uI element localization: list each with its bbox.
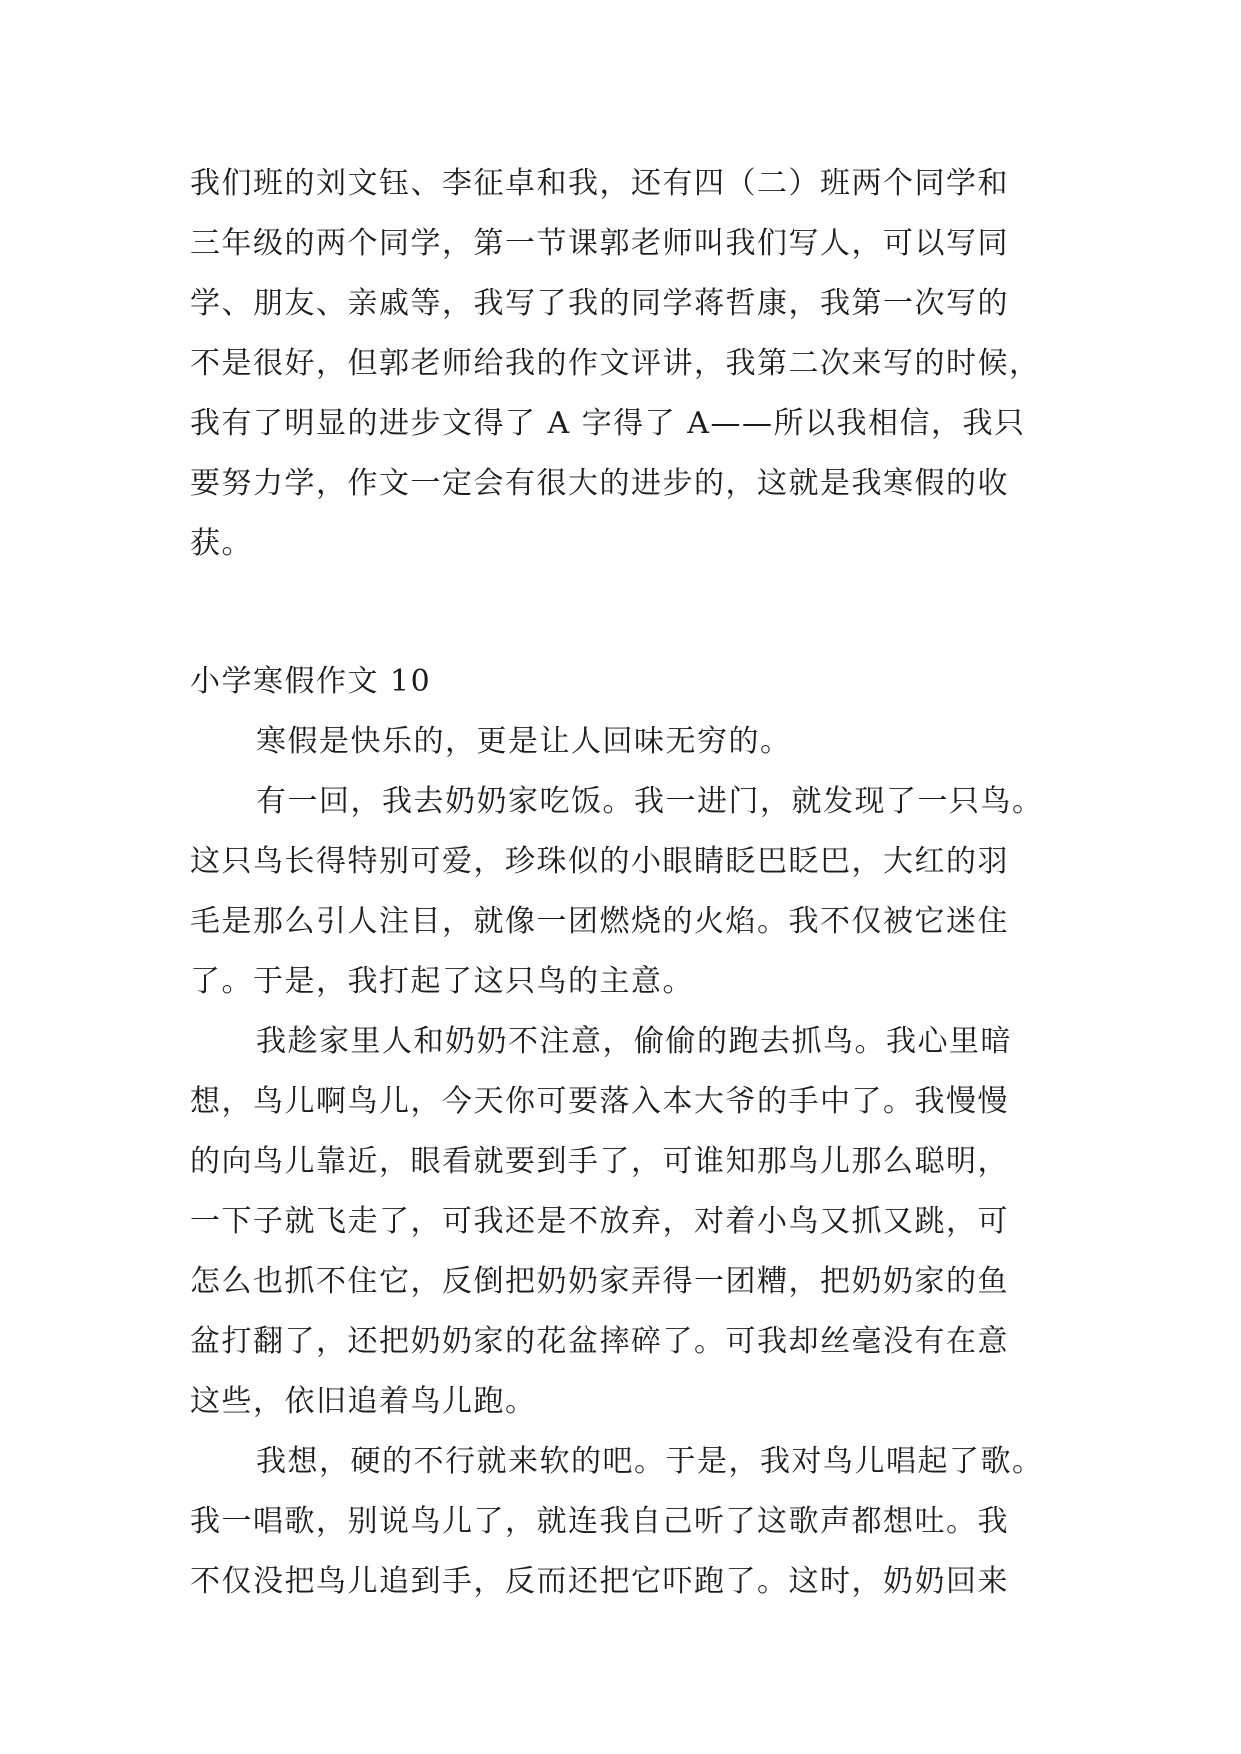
text-line: 毛是那么引人注目，就像一团燃烧的火焰。我不仅被它迷住 [190, 904, 1009, 939]
text-line: 不是很好，但郭老师给我的作文评讲，我第二次来写的时候， [190, 346, 1041, 381]
text-line: 我想，硬的不行就来软的吧。于是，我对鸟儿唱起了歌。 [256, 1444, 1044, 1479]
text-line: 想，鸟儿啊鸟儿，今天你可要落入本大爷的手中了。我慢慢 [190, 1084, 1009, 1119]
text-line: 我趁家里人和奶奶不注意，偷偷的跑去抓鸟。我心里暗 [256, 1024, 1012, 1059]
paragraph [190, 1432, 1070, 1612]
text-line: 不仅没把鸟儿追到手，反而还把它吓跑了。这时，奶奶回来 [190, 1564, 1009, 1599]
paragraph [190, 1012, 1070, 1432]
text-line: 怎么也抓不住它，反倒把奶奶家弄得一团糟，把奶奶家的鱼 [190, 1264, 1009, 1299]
text-line: 这些，依旧追着鸟儿跑。 [190, 1384, 537, 1419]
text-line: 获。 [190, 526, 253, 561]
text-line: 了。于是，我打起了这只鸟的主意。 [190, 964, 694, 999]
text-line: 一下子就飞走了，可我还是不放弃，对着小鸟又抓又跳，可 [190, 1204, 1009, 1239]
text-line: 这只鸟长得特别可爱，珍珠似的小眼睛眨巴眨巴，大红的羽 [190, 844, 1009, 879]
text-line: 三年级的两个同学，第一节课郭老师叫我们写人，可以写同 [190, 226, 1009, 261]
text-line: 我们班的刘文钰、李征卓和我，还有四（二）班两个同学和 [190, 166, 1009, 201]
text-line: 我有了明显的进步文得了 A 字得了 A——所以我相信，我只 [190, 406, 1026, 441]
section-gap [190, 574, 1070, 652]
text-line: 学、朋友、亲戚等，我写了我的同学蒋哲康，我第一次写的 [190, 286, 1009, 321]
text-line: 要努力学，作文一定会有很大的进步的，这就是我寒假的收 [190, 466, 1009, 501]
text-line: 有一回，我去奶奶家吃饭。我一进门，就发现了一只鸟。 [256, 784, 1044, 819]
text-line: 寒假是快乐的，更是让人回味无穷的。 [256, 724, 792, 759]
text-line: 的向鸟儿靠近，眼看就要到手了，可谁知那鸟儿那么聪明， [190, 1144, 1009, 1179]
paragraph [190, 772, 1070, 1012]
text-line: 我一唱歌，别说鸟儿了，就连我自己听了这歌声都想吐。我 [190, 1504, 1009, 1539]
paragraph-previous-essay [190, 154, 1070, 574]
document-body [190, 154, 1070, 1612]
essay-title: 小学寒假作文 10 [190, 664, 432, 699]
paragraph [190, 712, 1070, 772]
text-line: 盆打翻了，还把奶奶家的花盆摔碎了。可我却丝毫没有在意 [190, 1324, 1009, 1359]
